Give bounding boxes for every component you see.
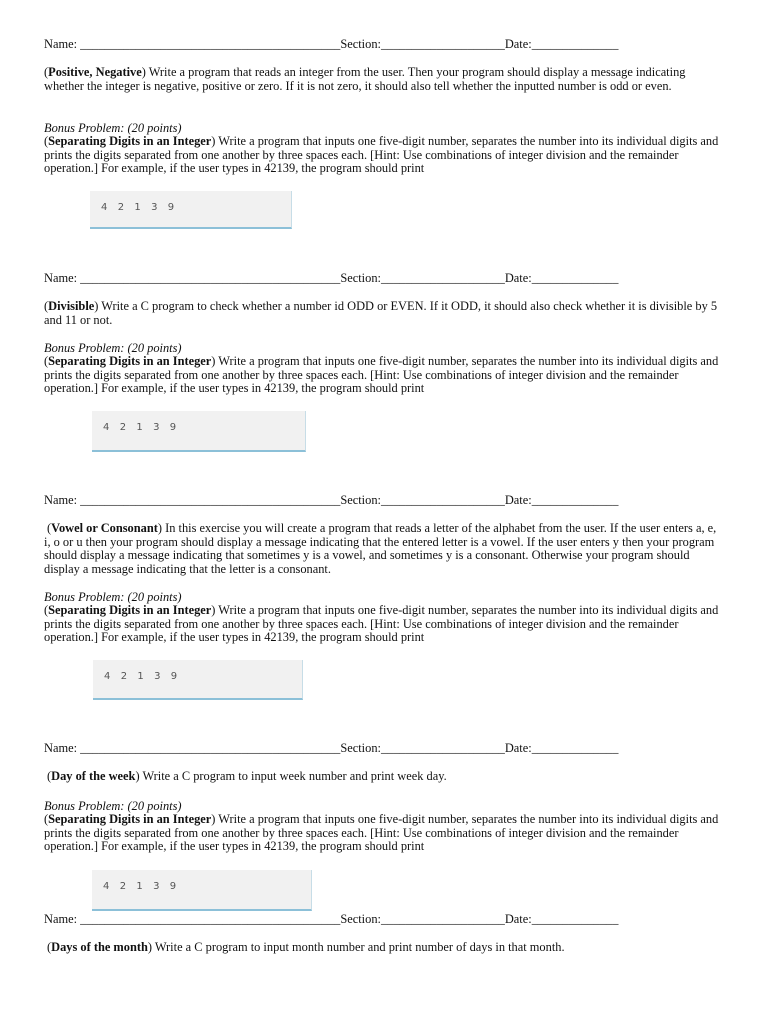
bonus-description: (Separating Digits in an Integer) Write a program that inputs one five-digit number, separates the number into its individual digits and prints the digits separated from one another by three spaces each. [Hint: Use combinations of integer division and the remainder operation.] For example, if the user types in 42139, the program should print — [44, 812, 719, 854]
problem-title: Vowel or Consonant — [51, 521, 158, 535]
problem-text: ) Write a C program to input month number and print number of days in that month. — [147, 940, 565, 954]
bonus-label: Bonus Problem: (20 points) — [44, 341, 182, 355]
problem-title: Positive, Negative — [48, 65, 142, 79]
date-blank: ______________ — [531, 493, 619, 507]
bonus-title: Separating Digits in an Integer — [48, 812, 212, 826]
date-blank: ______________ — [531, 912, 619, 926]
name-blank: __________________________________________ — [80, 271, 341, 285]
sample-output-box — [92, 411, 306, 452]
student-header-line — [44, 38, 722, 52]
student-header-line — [44, 272, 722, 286]
name-label: Name: — [44, 493, 81, 507]
bonus-text: ) Write a program that inputs one five-digit number, separates the number into its individual digits and prints the digits separated from one another by three spaces each. [Hint: Use combinations of integer division and the remainder operation.] For example, if the user types in 42139, the program should print — [44, 603, 719, 645]
section-label: Section: — [340, 741, 381, 755]
name-label: Name: — [44, 37, 81, 51]
bonus-title: Separating Digits in an Integer — [48, 354, 212, 368]
bonus-label: Bonus Problem: (20 points) — [44, 121, 182, 135]
sample-output-digits: 4 2 1 3 9 — [103, 422, 177, 433]
bonus-text: ) Write a program that inputs one five-digit number, separates the number into its individual digits and prints the digits separated from one another by three spaces each. [Hint: Use combinations of integer division and the remainder operation.] For example, if the user types in 42139, the program should print — [44, 812, 719, 854]
problem-title: Day of the week — [51, 769, 136, 783]
date-label: Date: — [504, 271, 532, 285]
sample-output-box — [92, 870, 312, 911]
problem-description: (Days of the month) Write a C program to input month number and print number of days in that month. — [47, 940, 565, 954]
problem-title: Divisible — [48, 299, 95, 313]
name-blank: __________________________________________ — [80, 493, 341, 507]
problem-text: ) In this exercise you will create a program that reads a letter of the alphabet from the user. If the user enters a, e, i, o or u then your program should display a message indicating that the entered letter is a vowel. If the user enters y then your program should display a message indicating that sometimes y is a vowel, and sometimes y is a consonant. Otherwise your program should display a message indicating that the letter is a consonant. — [44, 521, 717, 576]
section-label: Section: — [340, 37, 381, 51]
bonus-description: (Separating Digits in an Integer) Write a program that inputs one five-digit number, separates the number into its individual digits and prints the digits separated from one another by three spaces each. [Hint: Use combinations of integer division and the remainder operation.] For example, if the user types in 42139, the program should print — [44, 134, 719, 176]
date-blank: ______________ — [531, 271, 619, 285]
student-header-line — [44, 742, 722, 756]
student-header-line — [44, 494, 722, 508]
problem-description: (Positive, Negative) Write a program that reads an integer from the user. Then your program should display a message indicating whether the integer is negative, positive or zero. If it is not zero, it should also tell whether the inputted number is odd or even. — [44, 65, 686, 93]
section-blank: ____________________ — [380, 912, 505, 926]
section-label: Section: — [340, 912, 381, 926]
problem-text: ) Write a program that reads an integer from the user. Then your program should display a message indicating whether the integer is negative, positive or zero. If it is not zero, it should also tell whether the inputted number is odd or even. — [44, 65, 686, 93]
bonus-title: Separating Digits in an Integer — [48, 603, 212, 617]
date-blank: ______________ — [531, 37, 619, 51]
bonus-text: ) Write a program that inputs one five-digit number, separates the number into its individual digits and prints the digits separated from one another by three spaces each. [Hint: Use combinations of integer division and the remainder operation.] For example, if the user types in 42139, the program should print — [44, 354, 719, 396]
name-blank: __________________________________________ — [80, 741, 341, 755]
date-blank: ______________ — [531, 741, 619, 755]
section-blank: ____________________ — [380, 493, 505, 507]
date-label: Date: — [504, 37, 532, 51]
sample-output-digits: 4 2 1 3 9 — [103, 881, 177, 892]
bonus-description: (Separating Digits in an Integer) Write a program that inputs one five-digit number, separates the number into its individual digits and prints the digits separated from one another by three spaces each. [Hint: Use combinations of integer division and the remainder operation.] For example, if the user types in 42139, the program should print — [44, 603, 719, 645]
bonus-label: Bonus Problem: (20 points) — [44, 590, 182, 604]
date-label: Date: — [504, 741, 532, 755]
date-label: Date: — [504, 493, 532, 507]
name-label: Name: — [44, 271, 81, 285]
problem-description: (Divisible) Write a C program to check whether a number id ODD or EVEN. If it ODD, it should also check whether it is divisible by 5 and 11 or not. — [44, 299, 718, 327]
sample-output-box — [93, 660, 303, 700]
sample-output-digits: 4 2 1 3 9 — [101, 202, 175, 213]
problem-description: (Day of the week) Write a C program to input week number and print week day. — [47, 769, 447, 783]
problem-text: ) Write a C program to check whether a number id ODD or EVEN. If it ODD, it should also check whether it is divisible by 5 and 11 or not. — [44, 299, 718, 327]
worksheet-page — [44, 0, 724, 1024]
bonus-label: Bonus Problem: (20 points) — [44, 799, 182, 813]
section-blank: ____________________ — [380, 741, 505, 755]
student-header-line — [44, 913, 722, 927]
sample-output-digits: 4 2 1 3 9 — [104, 671, 178, 682]
bonus-text: ) Write a program that inputs one five-digit number, separates the number into its individual digits and prints the digits separated from one another by three spaces each. [Hint: Use combinations of integer division and the remainder operation.] For example, if the user types in 42139, the program should print — [44, 134, 719, 176]
name-label: Name: — [44, 741, 81, 755]
section-blank: ____________________ — [380, 37, 505, 51]
sample-output-box — [90, 191, 292, 229]
problem-text: ) Write a C program to input week number and print week day. — [135, 769, 447, 783]
name-blank: __________________________________________ — [80, 912, 341, 926]
date-label: Date: — [504, 912, 532, 926]
problem-description: (Vowel or Consonant) In this exercise you will create a program that reads a letter of the alphabet from the user. If the user enters a, e, i, o or u then your program should display a message indicating that the entered letter is a vowel. If the user enters y then your program should display a message indicating that sometimes y is a vowel, and sometimes y is a consonant. Otherwise your program should display a message indicating that the letter is a consonant. — [44, 521, 717, 576]
bonus-description: (Separating Digits in an Integer) Write a program that inputs one five-digit number, separates the number into its individual digits and prints the digits separated from one another by three spaces each. [Hint: Use combinations of integer division and the remainder operation.] For example, if the user types in 42139, the program should print — [44, 354, 719, 396]
name-blank: __________________________________________ — [80, 37, 341, 51]
name-label: Name: — [44, 912, 81, 926]
section-label: Section: — [340, 271, 381, 285]
section-blank: ____________________ — [380, 271, 505, 285]
bonus-title: Separating Digits in an Integer — [48, 134, 212, 148]
section-label: Section: — [340, 493, 381, 507]
problem-title: Days of the month — [51, 940, 148, 954]
